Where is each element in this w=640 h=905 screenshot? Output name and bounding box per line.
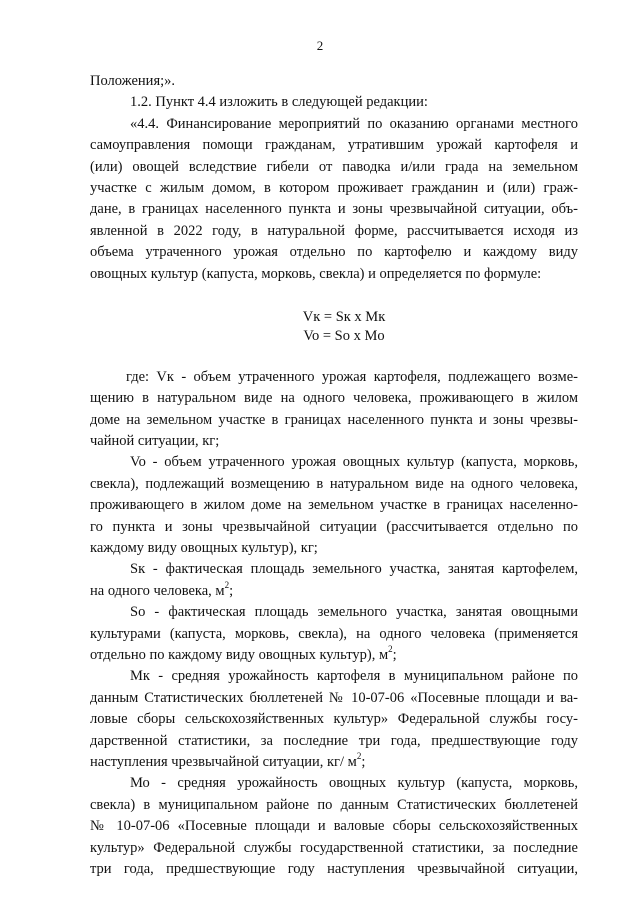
line-text: отдельно по каждому виду овощных культур), м bbox=[90, 646, 389, 663]
text-line: Sк - фактическая площадь земельного участка, занятая картофелем, bbox=[130, 561, 578, 578]
text-line: культур» Федеральной службы государственной статистики, за последние bbox=[90, 839, 578, 856]
superscript: 2 bbox=[388, 644, 393, 655]
line-text: наступления чрезвычайной ситуации, кг/ м bbox=[90, 753, 357, 770]
text-line: 1.2. Пункт 4.4 изложить в следующей редакции: bbox=[130, 94, 428, 111]
text-line: доме на земельном участке в границах населенного пункта и зоны чрезвы- bbox=[90, 411, 578, 428]
text-line: ловые сборы сельскохозяйственных культур» Федеральной службы госу- bbox=[90, 711, 578, 728]
formula-vegetables: Vo = So x Мo bbox=[303, 327, 385, 344]
text-line: проживающего в жилом доме на земельном участке в границах населенно- bbox=[90, 497, 578, 514]
text-line: свекла), подлежащий возмещению в натуральном виде на одного человека, bbox=[90, 475, 578, 492]
document-body bbox=[90, 71, 578, 880]
text-line: «4.4. Финансирование мероприятий по оказанию органами местного bbox=[130, 115, 578, 132]
text-line: Мк - средняя урожайность картофеля в муниципальном районе по bbox=[130, 668, 578, 685]
text-line bbox=[90, 752, 578, 773]
text-line: где: Vк - объем утраченного урожая картофеля, подлежащего возме- bbox=[126, 368, 578, 385]
text-line: So - фактическая площадь земельного участка, занятая овощными bbox=[130, 604, 578, 621]
text-line: щению в натуральном виде на одного человека, проживающего в жилом bbox=[90, 390, 578, 407]
text-line: (или) овощей вследствие гибели от паводка и/или града на земельном bbox=[90, 158, 578, 175]
superscript: 2 bbox=[224, 579, 230, 590]
text-line: Vo - объем утраченного урожая овощных культур (капуста, морковь, bbox=[130, 454, 578, 471]
text-line: объема утраченного урожая отдельно по картофелю и каждому виду bbox=[90, 244, 578, 261]
spacer bbox=[90, 346, 578, 367]
text-line: овощных культур (капуста, морковь, свекла) и определяется по формуле: bbox=[90, 265, 542, 282]
text-line: культурами (капуста, морковь, свекла), на одного человека (применяется bbox=[90, 625, 578, 642]
text-line: дарственной статистики, за последние три года, предшествующие году bbox=[90, 732, 578, 749]
text-line: участке с жилым домом, в котором проживает гражданин и (или) граж- bbox=[90, 179, 578, 196]
text-line: самоуправления помощи гражданам, утратившим урожай картофеля и bbox=[90, 137, 578, 154]
page-number: 2 bbox=[316, 38, 324, 53]
superscript: 2 bbox=[356, 751, 362, 762]
text-line: го пункта и зоны чрезвычайной ситуации (рассчитывается отдельно по bbox=[90, 518, 578, 535]
text-line: чайной ситуации, кг; bbox=[90, 433, 220, 450]
text-line: Положения;». bbox=[90, 73, 176, 89]
text-line bbox=[90, 645, 578, 666]
text-line bbox=[90, 581, 578, 602]
text-line: свекла) в муниципальном районе по данным Статистических бюллетеней bbox=[90, 796, 578, 813]
spacer bbox=[90, 285, 578, 308]
text-line: дане, в границах населенного пункта и зоны чрезвычайной ситуации, объ- bbox=[90, 201, 578, 218]
text-line: № 10-07-06 «Посевные площади и валовые сборы сельскохозяйственных bbox=[90, 818, 578, 835]
text-line: каждому виду овощных культур), кг; bbox=[90, 540, 318, 557]
text-line: данным Статистических бюллетеней № 10-07-06 «Посевные площади и ва- bbox=[90, 689, 578, 706]
text-line: три года, предшествующие году наступления чрезвычайной ситуации, bbox=[90, 860, 578, 877]
line-text: на одного человека, м bbox=[90, 582, 225, 599]
formula-potato: Vк = Sк x Мк bbox=[302, 308, 386, 325]
line-text: ; bbox=[361, 753, 366, 770]
line-text: ; bbox=[392, 646, 397, 663]
text-line: Мо - средняя урожайность овощных культур (капуста, морковь, bbox=[130, 775, 578, 792]
line-text: ; bbox=[229, 582, 234, 599]
text-line: явленной в 2022 году, в натуральной форме, рассчитывается исходя из bbox=[90, 222, 578, 239]
